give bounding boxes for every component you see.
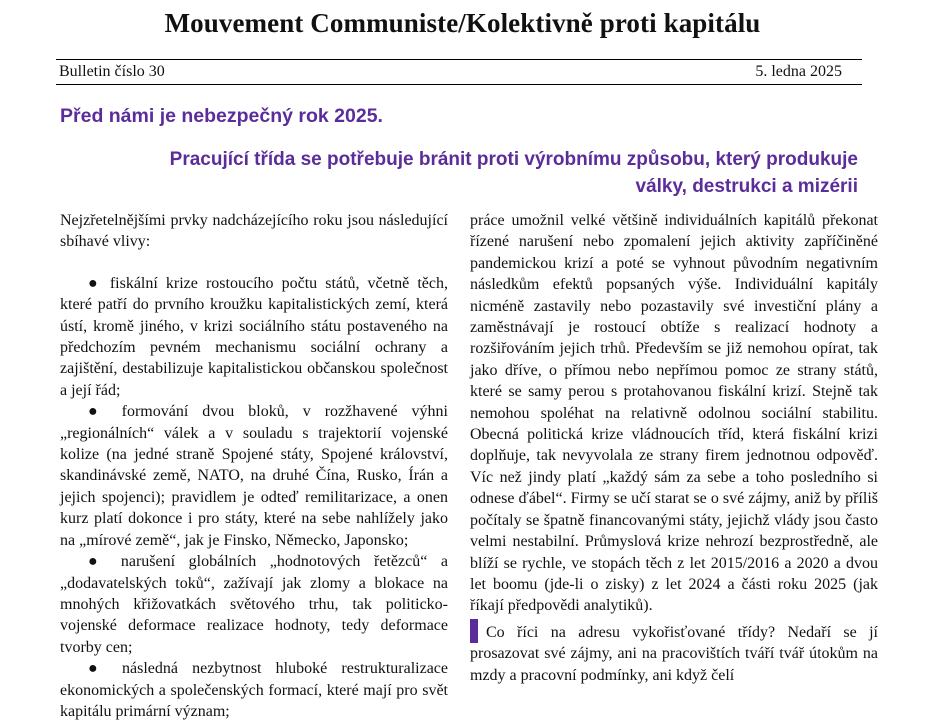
right-paragraph-2	[470, 619, 878, 686]
article-subheadline	[60, 146, 858, 200]
paragraph-marker	[470, 619, 478, 643]
subheadline-line-2: války, destrukci a mizérii	[635, 176, 858, 197]
intro-paragraph: Nejzřetelnějšími prvky nadcházejícího roku jsou následující sbíhavé vlivy:	[60, 212, 448, 251]
bulletin-bar	[56, 59, 862, 85]
page-title: Mouvement Communiste/Kolektivně proti kapitálu	[164, 8, 761, 38]
bullet-item-two-blocs: ● formování dvou bloků, v rozžhavené výhni „regionálních“ válek a v souladu s trajektorií vojenské kolize (na jedné straně Spojené státy, Spojené království, skandinávské země, NATO, na druhé Čína, Rusko, Írán a jejich spojenci); pravidlem je odteď remilitarizace, a onen kurz platí dokonce i pro státy, které na sebe nahlížely jako na „mírové země“, jak je Finsko, Německo, Japonsko;	[60, 403, 448, 549]
right-paragraph-2-text: Co říci na adresu vykořisťované třídy? Nedaří se jí prosazovat své zájmy, ani na pracovištích tváří tvář útokům na mzdy a pracovní podmínky, ani když čelí	[470, 623, 878, 684]
bullet-item-value-chains: ● narušení globálních „hodnotových řetězců“ a „dodavatelských toků“, zažívají jak zlomy a blokace na mnohých křižovatkách světového trhu, tak politicko-vojenské deformace realizace hodnoty, tedy deformace tvorby cen;	[60, 553, 448, 656]
left-column	[60, 210, 448, 722]
article-headline: Před námi je nebezpečný rok 2025.	[60, 105, 383, 127]
bullet-item-restructuring: ● následná nezbytnost hluboké restrukturalizace ekonomických a společenských formací, které mají pro svět kapitálu primární význam;	[60, 660, 448, 720]
bulletin-date: 5. ledna 2025	[755, 63, 842, 80]
right-column	[470, 210, 878, 686]
right-paragraph-1: práce umožnil velké většině individuálních kapitálů překonat řízené narušení nebo zpomalení jejich aktivity zapříčiněné pandemickou krizí a poté se vyhnout původním negativním následkům efektů popsaných výše. Individuální kapitály nicméně zastavily nebo pozastavily své investiční plány a zaměstnávají je rostoucí obtíže s realizací hodnoty a rozšiřováním jejich trhů. Především se již nemohou opírat, tak jako dříve, o přímou nebo nepřímou pomoc ze strany států, které se samy perou s protahovanou fiskální krizí. Stejně tak nemohou spoléhat na relativně odolnou sociální stabilitu. Obecná politická krize vládnoucích tříd, která fiskální krizi doplňuje, tak nevyvolala ze strany firem jednotnou odpověď. Víc než jindy platí „každý sám za sebe a toho posledního si odnese ďábel“. Firmy se učí starat se o své zájmy, aniž by příliš počítaly se špatně financovanými státy, jejichž vlády jsou často velmi nestabilní. Průmyslová krize nehrozí bezprostředně, ale blíží se rychle, ve stopách těch z let 2015/2016 a 2020 a dvou let boomu (jde-li o zisky) z let 2024 a části roku 2025 (jak říkají předpovědi analytiků).	[470, 212, 878, 615]
bulletin-number: Bulletin číslo 30	[59, 63, 165, 80]
subheadline-line-1: Pracující třída se potřebuje bránit proti výrobnímu způsobu, který produkuje	[169, 149, 858, 170]
bullet-item-fiscal-crisis: ● fiskální krize rostoucího počtu států, včetně těch, které patří do prvního kroužku kapitalistických zemí, která ústí, kromě jiného, v krizi sociálního státu postaveného na předchozím pevném mechanismu sociální ochrany a zajištění, destabilizuje kapitalistickou občanskou společnost a její řád;	[60, 274, 448, 399]
